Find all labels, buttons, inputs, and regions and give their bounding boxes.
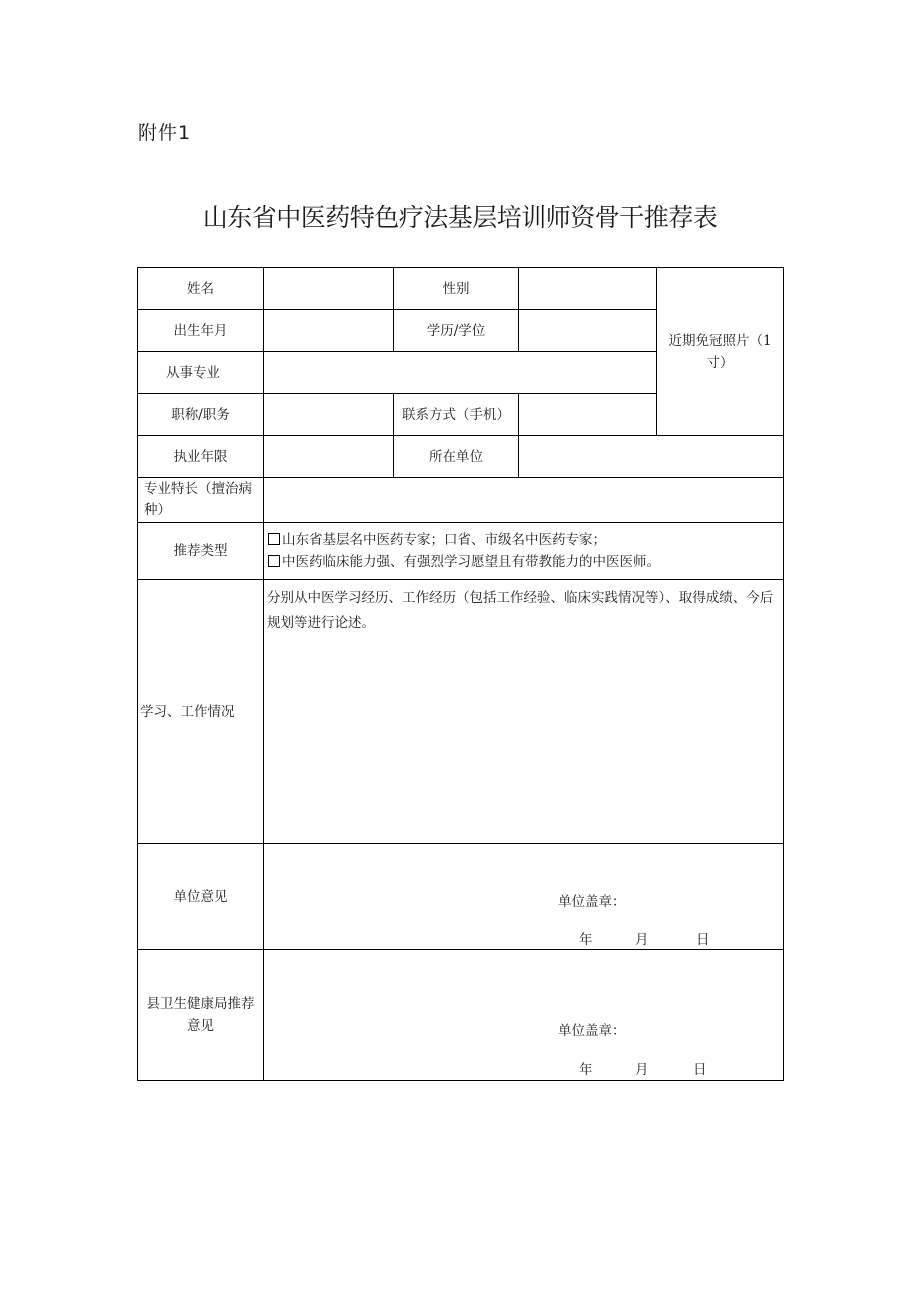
attachment-label: 附件1 (138, 122, 192, 144)
work-instruction: 分别从中医学习经历、工作经历（包括工作经验、临床实践情况等）、取得成绩、今后规划等进行论述。 (267, 590, 774, 631)
name-label: 姓名 (138, 268, 264, 310)
contact-field[interactable] (519, 394, 657, 436)
type-option-2[interactable] (268, 551, 781, 573)
unit-opinion-label: 单位意见 (138, 844, 264, 950)
unit-month-label: 月 (635, 932, 649, 948)
title-field[interactable] (264, 394, 394, 436)
photo-slot[interactable] (657, 268, 784, 436)
county-opinion-field[interactable] (264, 950, 784, 1081)
specialty-field[interactable] (264, 352, 657, 394)
practice-years-label: 执业年限 (138, 436, 264, 478)
work-label: 学习、工作情况 (138, 580, 264, 844)
type-option-1[interactable] (268, 529, 781, 551)
type-label: 推荐类型 (138, 523, 264, 580)
birth-label: 出生年月 (138, 310, 264, 352)
type-option-1-text: 山东省基层名中医药专家；口省、市级名中医药专家； (282, 532, 606, 548)
expertise-label: 专业特长（擅治病种） (138, 478, 264, 523)
county-opinion-label: 县卫生健康局推荐意见 (138, 950, 264, 1081)
recommendation-form (137, 267, 784, 1081)
unit-field[interactable] (519, 436, 784, 478)
type-option-2-text: 中医药临床能力强、有强烈学习愿望且有带教能力的中医医师。 (282, 554, 660, 570)
unit-label: 所在单位 (394, 436, 519, 478)
contact-label: 联系方式（手机） (394, 394, 519, 436)
photo-label: 近期免冠照片（1寸） (668, 332, 772, 371)
gender-label: 性别 (394, 268, 519, 310)
specialty-label: 从事专业 (138, 352, 264, 394)
gender-field[interactable] (519, 268, 657, 310)
expertise-field[interactable] (264, 478, 784, 523)
unit-opinion-field[interactable] (264, 844, 784, 950)
checkbox-1[interactable] (268, 533, 280, 545)
unit-day-label: 日 (696, 932, 710, 948)
unit-year-label: 年 (579, 932, 593, 948)
name-field[interactable] (264, 268, 394, 310)
work-field[interactable] (264, 580, 784, 844)
type-options (264, 523, 784, 580)
education-field[interactable] (519, 310, 657, 352)
county-day-label: 日 (693, 1062, 707, 1078)
county-month-label: 月 (635, 1062, 649, 1078)
birth-field[interactable] (264, 310, 394, 352)
county-seal-label: 单位盖章： (558, 1023, 626, 1039)
page-title: 山东省中医药特色疗法基层培训师资骨干推荐表 (202, 203, 718, 232)
county-year-label: 年 (579, 1062, 593, 1078)
practice-years-field[interactable] (264, 436, 394, 478)
title-label: 职称/职务 (138, 394, 264, 436)
unit-seal-label: 单位盖章： (558, 894, 626, 910)
education-label: 学历/学位 (394, 310, 519, 352)
checkbox-2[interactable] (268, 555, 280, 567)
